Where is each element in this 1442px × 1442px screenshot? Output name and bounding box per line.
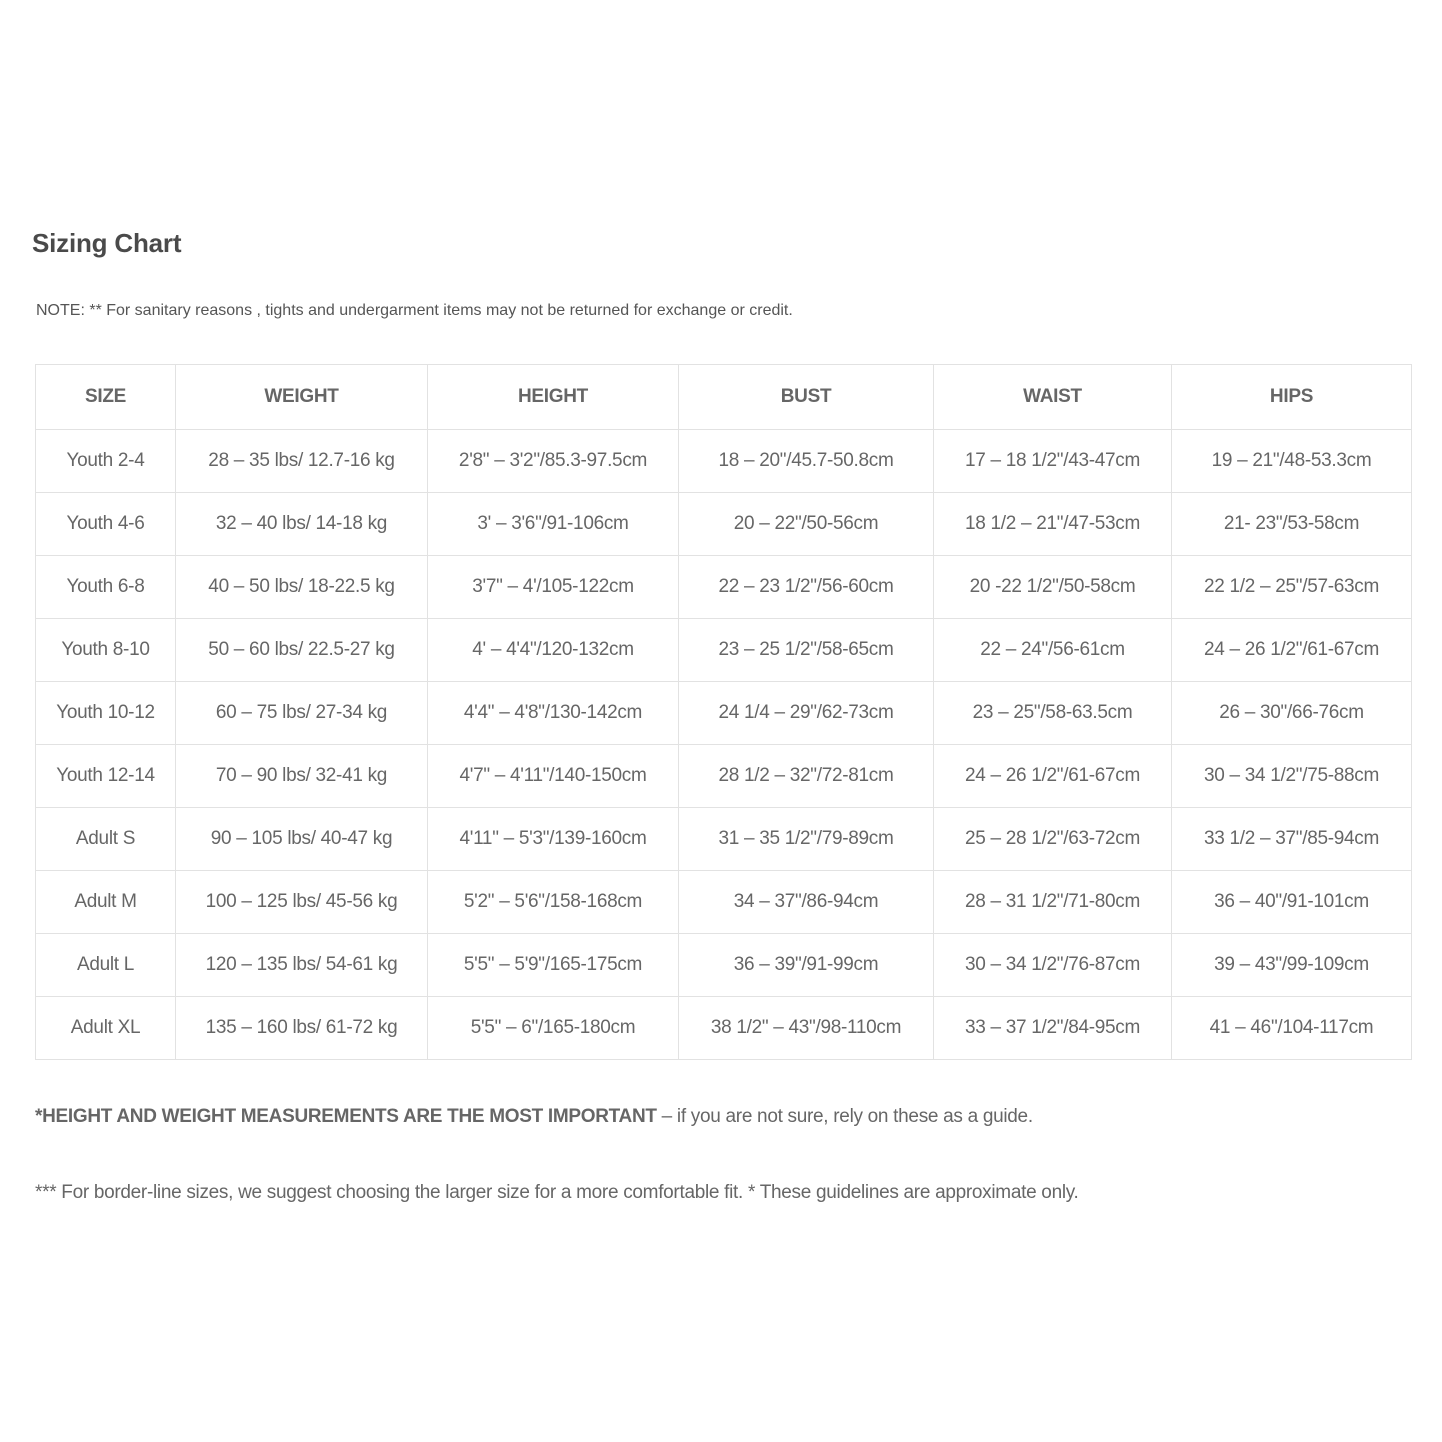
table-row	[36, 556, 1412, 619]
cell-bust: 28 1/2 – 32"/72-81cm	[679, 745, 934, 808]
table-row	[36, 934, 1412, 997]
cell-height: 4'11" – 5'3"/139-160cm	[428, 808, 679, 871]
cell-size: Adult XL	[36, 997, 176, 1060]
cell-bust: 23 – 25 1/2"/58-65cm	[679, 619, 934, 682]
cell-height: 3'7" – 4'/105-122cm	[428, 556, 679, 619]
cell-height: 4'4" – 4'8"/130-142cm	[428, 682, 679, 745]
cell-hips: 33 1/2 – 37"/85-94cm	[1172, 808, 1412, 871]
cell-hips: 30 – 34 1/2"/75-88cm	[1172, 745, 1412, 808]
cell-hips: 24 – 26 1/2"/61-67cm	[1172, 619, 1412, 682]
table-row	[36, 682, 1412, 745]
cell-bust: 34 – 37"/86-94cm	[679, 871, 934, 934]
column-header-bust: BUST	[679, 365, 934, 430]
cell-waist: 28 – 31 1/2"/71-80cm	[934, 871, 1172, 934]
cell-height: 5'2" – 5'6"/158-168cm	[428, 871, 679, 934]
column-header-size: SIZE	[36, 365, 176, 430]
cell-hips: 22 1/2 – 25"/57-63cm	[1172, 556, 1412, 619]
cell-height: 4'7" – 4'11"/140-150cm	[428, 745, 679, 808]
table-row	[36, 430, 1412, 493]
cell-weight: 100 – 125 lbs/ 45-56 kg	[176, 871, 428, 934]
cell-waist: 20 -22 1/2"/50-58cm	[934, 556, 1172, 619]
page-title: Sizing Chart	[32, 228, 182, 258]
cell-bust: 18 – 20"/45.7-50.8cm	[679, 430, 934, 493]
cell-size: Youth 2-4	[36, 430, 176, 493]
cell-height: 3' – 3'6"/91-106cm	[428, 493, 679, 556]
cell-waist: 24 – 26 1/2"/61-67cm	[934, 745, 1172, 808]
cell-weight: 32 – 40 lbs/ 14-18 kg	[176, 493, 428, 556]
table-body	[36, 430, 1412, 1060]
cell-size: Adult L	[36, 934, 176, 997]
cell-size: Youth 4-6	[36, 493, 176, 556]
cell-waist: 17 – 18 1/2"/43-47cm	[934, 430, 1172, 493]
sanitary-note: NOTE: ** For sanitary reasons , tights and undergarment items may not be returned for exchange or credit.	[36, 302, 793, 319]
borderline-footnote: *** For border-line sizes, we suggest choosing the larger size for a more comfortable fit. * These guidelines are approximate only.	[35, 1182, 1079, 1203]
table-row	[36, 493, 1412, 556]
cell-hips: 41 – 46"/104-117cm	[1172, 997, 1412, 1060]
cell-height: 5'5" – 5'9"/165-175cm	[428, 934, 679, 997]
table-row	[36, 808, 1412, 871]
table-row	[36, 745, 1412, 808]
important-footnote-bold: *HEIGHT AND WEIGHT MEASUREMENTS ARE THE MOST IMPORTANT	[35, 1106, 657, 1127]
column-header-weight: WEIGHT	[176, 365, 428, 430]
cell-weight: 50 – 60 lbs/ 22.5-27 kg	[176, 619, 428, 682]
cell-weight: 120 – 135 lbs/ 54-61 kg	[176, 934, 428, 997]
cell-height: 4' – 4'4"/120-132cm	[428, 619, 679, 682]
cell-weight: 60 – 75 lbs/ 27-34 kg	[176, 682, 428, 745]
cell-hips: 36 – 40"/91-101cm	[1172, 871, 1412, 934]
cell-hips: 19 – 21"/48-53.3cm	[1172, 430, 1412, 493]
table-row	[36, 871, 1412, 934]
cell-size: Youth 12-14	[36, 745, 176, 808]
cell-hips: 21- 23"/53-58cm	[1172, 493, 1412, 556]
cell-size: Youth 6-8	[36, 556, 176, 619]
table-row	[36, 619, 1412, 682]
cell-weight: 90 – 105 lbs/ 40-47 kg	[176, 808, 428, 871]
cell-bust: 36 – 39"/91-99cm	[679, 934, 934, 997]
cell-bust: 38 1/2" – 43"/98-110cm	[679, 997, 934, 1060]
cell-size: Youth 10-12	[36, 682, 176, 745]
cell-size: Adult M	[36, 871, 176, 934]
important-footnote-rest: – if you are not sure, rely on these as a guide.	[656, 1106, 1033, 1127]
cell-waist: 23 – 25"/58-63.5cm	[934, 682, 1172, 745]
column-header-hips: HIPS	[1172, 365, 1412, 430]
column-header-height: HEIGHT	[428, 365, 679, 430]
important-footnote	[35, 1106, 1033, 1128]
cell-bust: 22 – 23 1/2"/56-60cm	[679, 556, 934, 619]
table-header-row	[36, 365, 1412, 430]
cell-weight: 28 – 35 lbs/ 12.7-16 kg	[176, 430, 428, 493]
column-header-waist: WAIST	[934, 365, 1172, 430]
cell-size: Youth 8-10	[36, 619, 176, 682]
cell-waist: 22 – 24"/56-61cm	[934, 619, 1172, 682]
cell-weight: 135 – 160 lbs/ 61-72 kg	[176, 997, 428, 1060]
cell-waist: 33 – 37 1/2"/84-95cm	[934, 997, 1172, 1060]
cell-bust: 24 1/4 – 29"/62-73cm	[679, 682, 934, 745]
table-row	[36, 997, 1412, 1060]
cell-weight: 70 – 90 lbs/ 32-41 kg	[176, 745, 428, 808]
cell-hips: 26 – 30"/66-76cm	[1172, 682, 1412, 745]
cell-weight: 40 – 50 lbs/ 18-22.5 kg	[176, 556, 428, 619]
cell-waist: 30 – 34 1/2"/76-87cm	[934, 934, 1172, 997]
cell-waist: 25 – 28 1/2"/63-72cm	[934, 808, 1172, 871]
cell-height: 5'5" – 6"/165-180cm	[428, 997, 679, 1060]
cell-height: 2'8" – 3'2"/85.3-97.5cm	[428, 430, 679, 493]
sizing-table	[35, 364, 1412, 1060]
cell-bust: 20 – 22"/50-56cm	[679, 493, 934, 556]
cell-waist: 18 1/2 – 21"/47-53cm	[934, 493, 1172, 556]
cell-size: Adult S	[36, 808, 176, 871]
cell-hips: 39 – 43"/99-109cm	[1172, 934, 1412, 997]
cell-bust: 31 – 35 1/2"/79-89cm	[679, 808, 934, 871]
